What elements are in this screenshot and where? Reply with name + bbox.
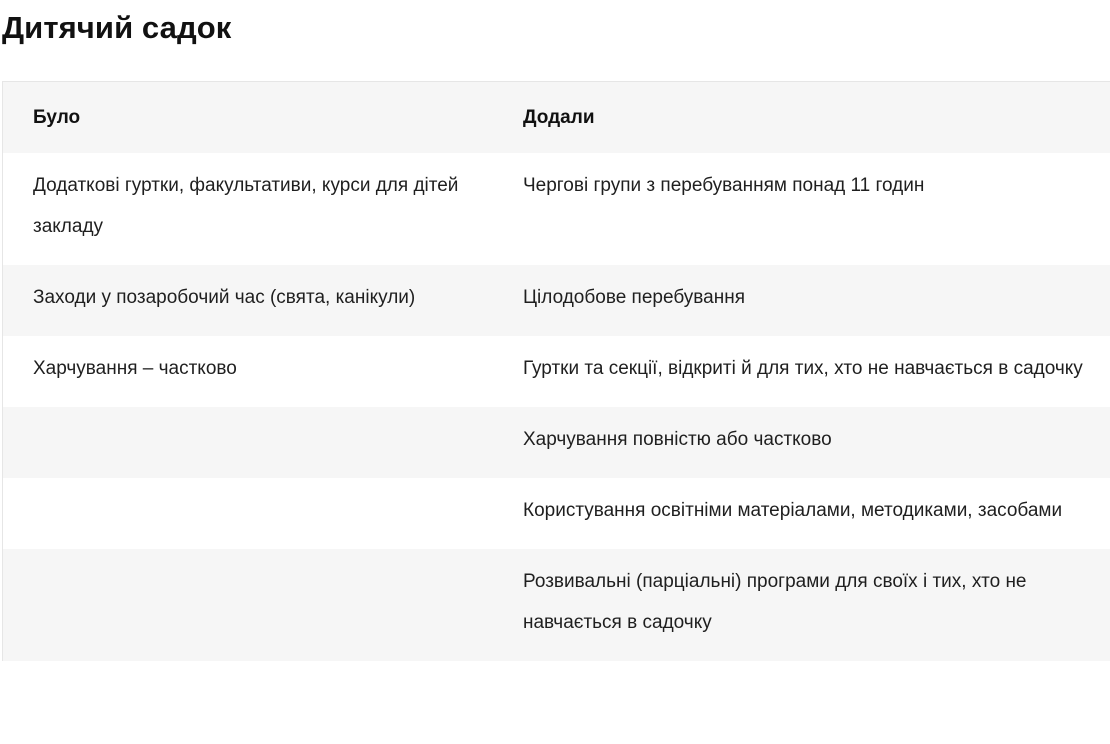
table-row	[3, 478, 1110, 549]
page-title: Дитячий садок	[2, 10, 232, 45]
table-row	[3, 153, 1110, 265]
table-row	[3, 336, 1110, 407]
cell-added: Розвивальні (парціальні) програми для своїх і тих, хто не навчається в садочку	[523, 571, 1027, 633]
table-row	[3, 549, 1110, 661]
column-header-added: Додали	[523, 107, 595, 128]
table-row	[3, 407, 1110, 478]
cell-was	[3, 549, 493, 661]
cell-added: Чергові групи з перебуванням понад 11 годин	[523, 175, 925, 196]
cell-added: Цілодобове перебування	[523, 287, 746, 308]
comparison-table-container	[2, 81, 1110, 661]
cell-added: Гуртки та секції, відкриті й для тих, хто не навчається в садочку	[523, 358, 1083, 379]
cell-added: Харчування повністю або частково	[523, 429, 832, 450]
cell-was: Заходи у позаробочий час (свята, канікули)	[33, 287, 416, 308]
cell-was	[3, 478, 493, 549]
cell-added: Користування освітніми матеріалами, методиками, засобами	[523, 500, 1063, 521]
column-header-was: Було	[33, 107, 81, 128]
table-header-row	[3, 82, 1110, 153]
cell-was: Харчування – частково	[33, 358, 237, 379]
comparison-table	[3, 82, 1110, 661]
cell-was: Додаткові гуртки, факультативи, курси для дітей закладу	[33, 175, 459, 237]
table-row	[3, 265, 1110, 336]
cell-was	[3, 407, 493, 478]
